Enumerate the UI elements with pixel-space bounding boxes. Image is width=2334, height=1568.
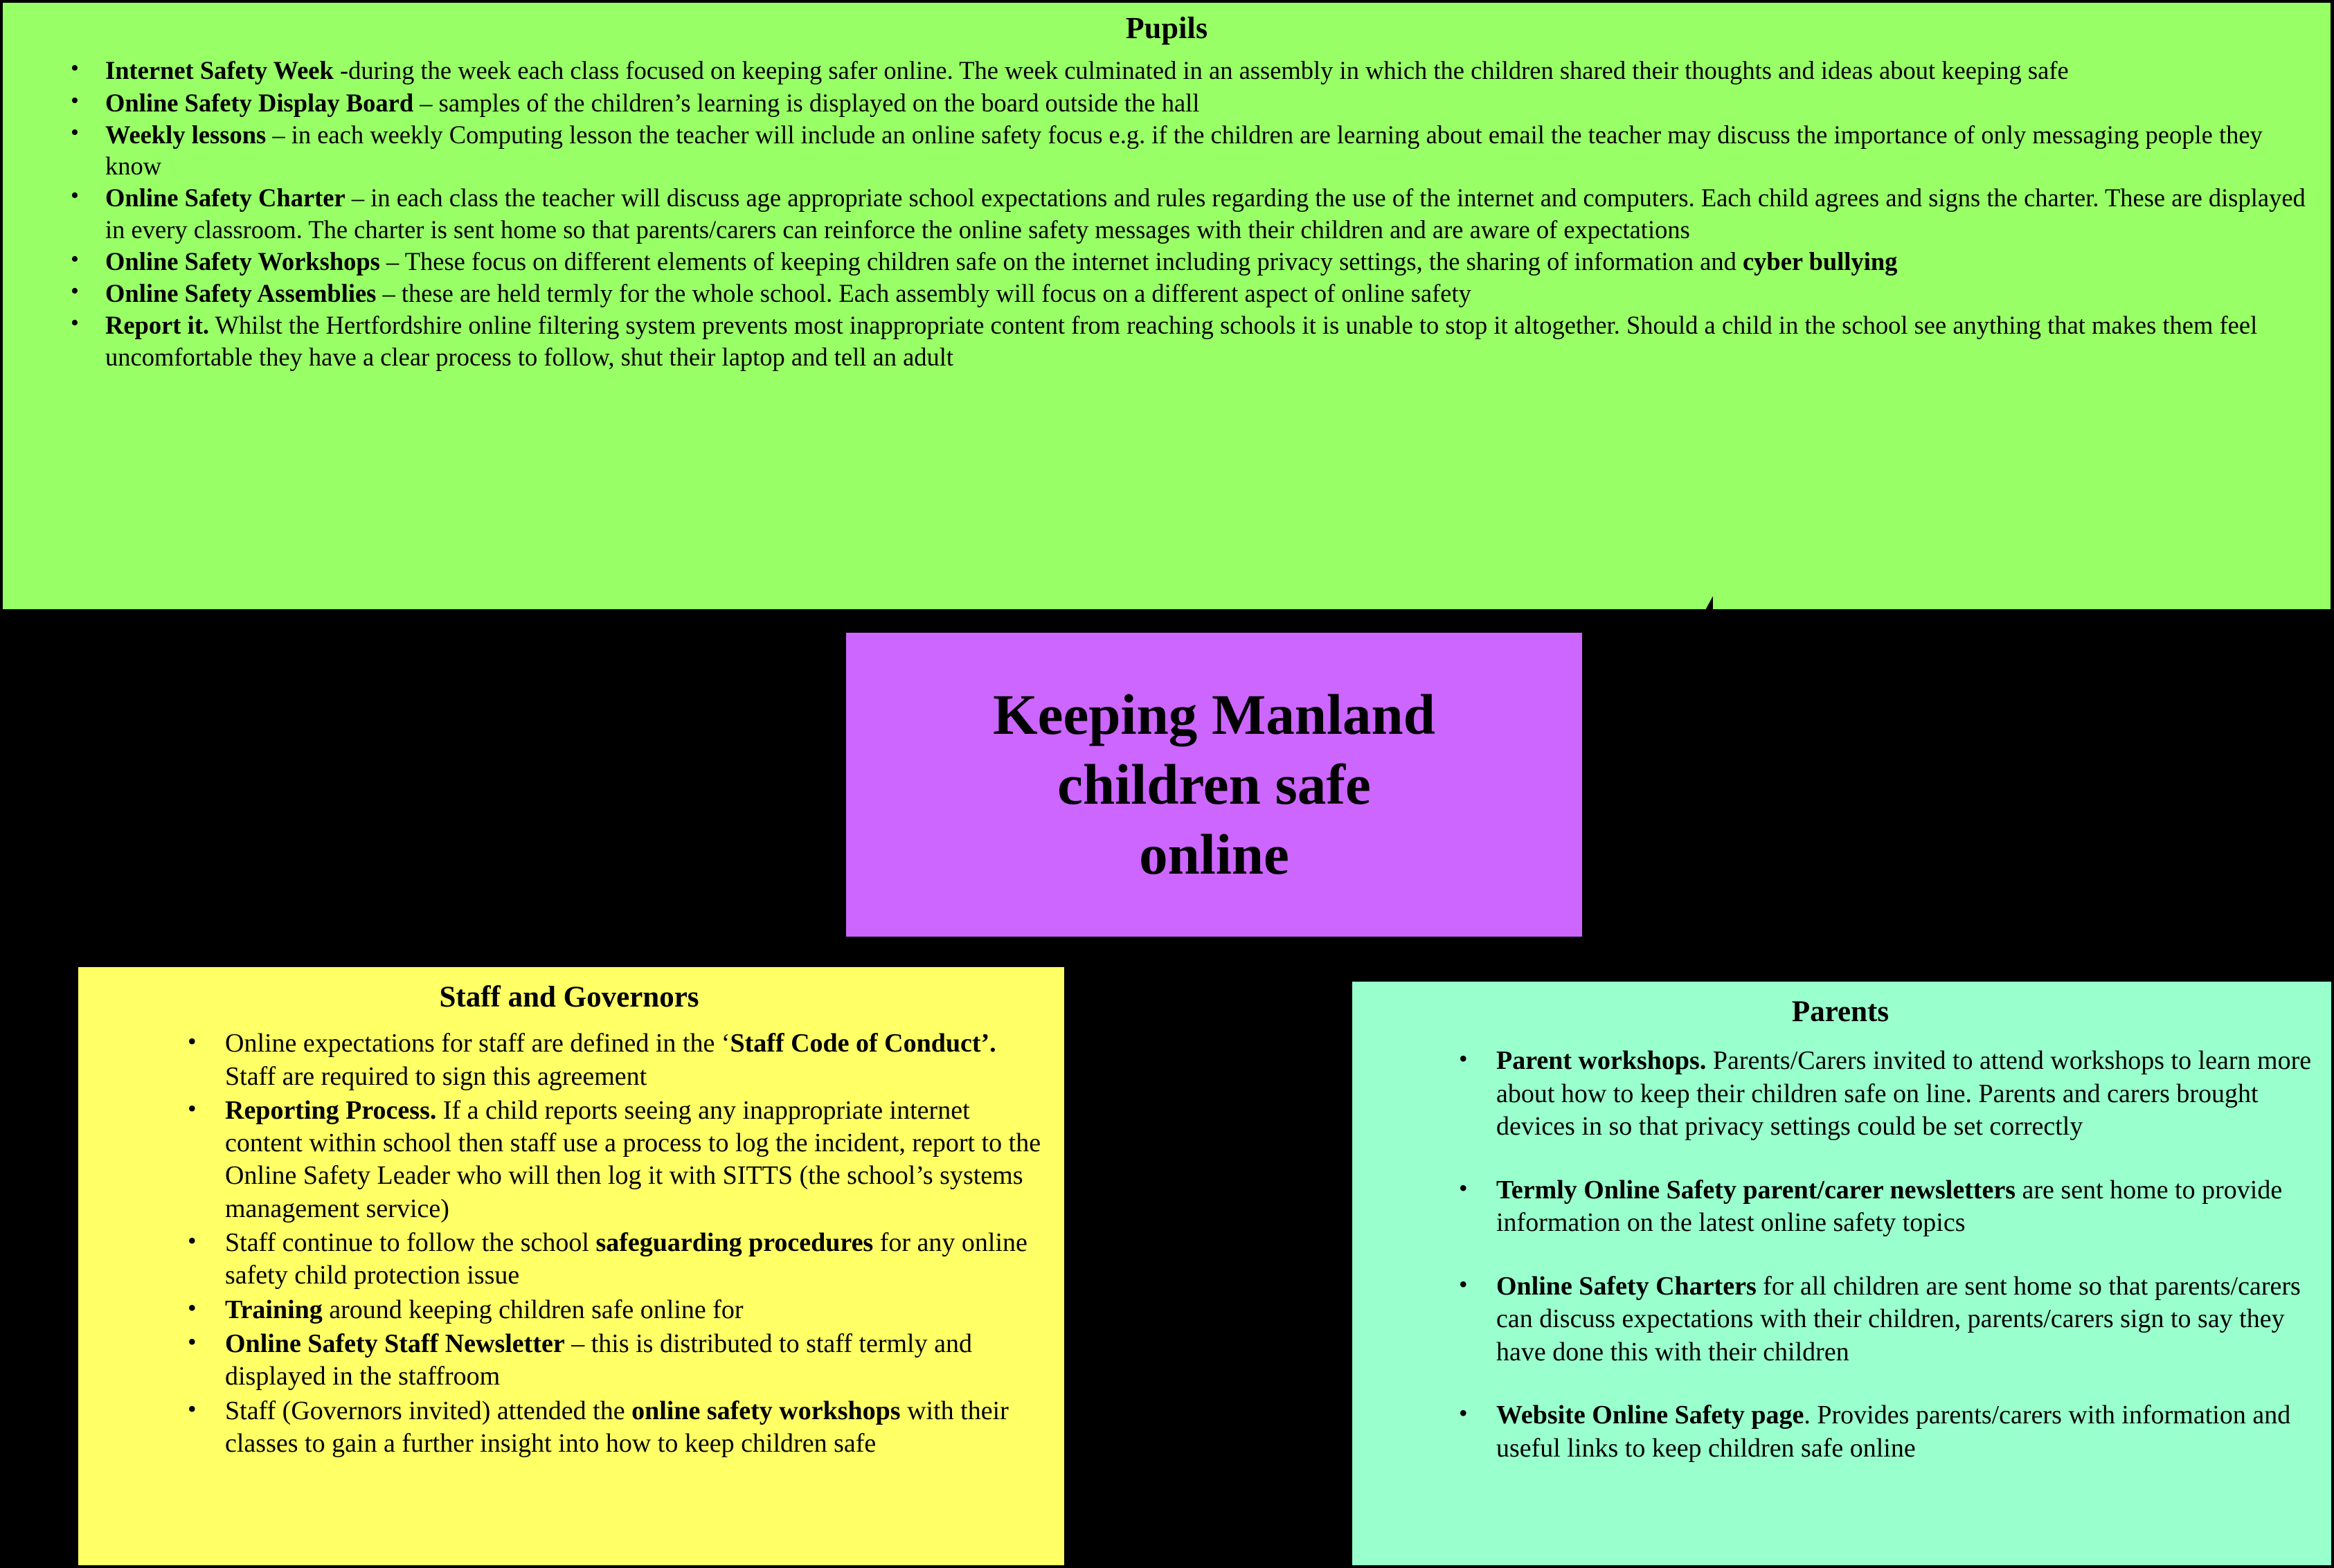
- bullet-emphasis: Staff Code of Conduct’.: [730, 1029, 996, 1058]
- list-item: [185, 1294, 1043, 1326]
- list-item: [1456, 1174, 2313, 1240]
- bullet-emphasis: Online Safety Staff Newsletter: [225, 1328, 565, 1358]
- bullet-post-text: around keeping children safe online for: [322, 1295, 744, 1324]
- list-item: [1456, 1399, 2313, 1465]
- bullet-text: – samples of the children’s learning is displayed on the board outside the hall: [413, 88, 1200, 117]
- bullet-text: Parents/Carers invited to attend workshops to learn more about how to keep their children safe on line. Parents and carers brought devices in so that privacy settings could be set correctly: [1496, 1046, 2312, 1142]
- bullet-text: -during the week each class focused on keeping safer online. The week culminated in an assembly in which the children shared their thoughts and ideas about keeping safe: [333, 56, 2069, 85]
- bullet-lead: Weekly lessons: [105, 120, 267, 149]
- center-title-panel: [846, 633, 1582, 937]
- staff-bullet-list: [95, 1027, 1043, 1460]
- bullet-post-text: with their classes to gain a further insight into how to keep children safe: [225, 1396, 1009, 1458]
- bullet-emphasis: Parent workshops.: [1496, 1046, 1707, 1076]
- staff-and-governors-panel: [78, 967, 1064, 1565]
- list-item: [66, 309, 2313, 372]
- center-title-line-1: Keeping Manland: [993, 682, 1435, 746]
- staff-panel-title: Staff and Governors: [439, 981, 699, 1013]
- list-item: [1456, 1045, 2313, 1144]
- parents-panel-title: Parents: [1791, 995, 1889, 1028]
- bullet-emphasis: Reporting Process.: [225, 1095, 437, 1125]
- list-item: [185, 1227, 1043, 1292]
- list-item: [1456, 1270, 2313, 1369]
- bullet-lead: Online Safety Charter: [105, 183, 345, 213]
- page-title: [870, 680, 1559, 890]
- center-title-line-2: children safe: [1057, 752, 1371, 816]
- parents-bullet-list: [1367, 1045, 2313, 1465]
- pupils-panel-title: Pupils: [1125, 11, 1208, 45]
- parents-panel: [1352, 982, 2331, 1565]
- bullet-lead: Online Safety Workshops: [105, 246, 380, 276]
- bullet-text: . Provides parents/carers with information and useful links to keep children safe online: [1496, 1400, 2291, 1463]
- bullet-text: – These focus on different elements of keeping children safe on the internet including privacy settings, the sharing of information and: [379, 246, 1743, 276]
- bullet-text: – these are held termly for the whole school. Each assembly will focus on a different aspect of online safety: [376, 279, 1471, 308]
- list-item: [66, 182, 2313, 245]
- list-item: [66, 119, 2313, 182]
- bullet-text: – in each class the teacher will discuss age appropriate school expectations and rules regarding the use of the internet and computers. Each child agrees and signs the charter. These are displayed in every classroom. The charter is sent home so that parents/carers can reinforce the online safety messages with their children and are aware of expectations: [105, 183, 2306, 244]
- bullet-pre-text: Staff (Governors invited) attended the: [225, 1396, 632, 1425]
- bullet-emphasis: Website Online Safety page: [1496, 1400, 1804, 1430]
- bullet-post-text: Staff are required to sign this agreement: [225, 1061, 647, 1091]
- list-item: [66, 278, 2313, 309]
- bullet-lead: Report it.: [105, 311, 210, 340]
- bullet-post-text: for any online safety child protection issue: [225, 1228, 1027, 1290]
- bullet-emphasis: Termly Online Safety parent/carer newsletters: [1496, 1175, 2016, 1205]
- list-item: [66, 55, 2313, 86]
- bullet-post-text: – this is distributed to staff termly and displayed in the staffroom: [225, 1328, 972, 1391]
- list-item: [185, 1094, 1043, 1225]
- bullet-lead: Online Safety Display Board: [105, 88, 414, 117]
- bullet-text: – in each weekly Computing lesson the teacher will include an online safety focus e.g. if the children are learning about email the teacher may discuss the importance of only messaging people they know: [105, 120, 2263, 181]
- bullet-text: Whilst the Hertfordshire online filtering system prevents most inappropriate content from reaching schools it is unable to stop it altogether. Should a child in the school see anything that makes them feel uncomfortable they have a clear process to follow, shut their laptop and tell an adult: [105, 311, 2258, 371]
- bullet-emphasis: safeguarding procedures: [595, 1228, 874, 1258]
- list-item: [66, 87, 2313, 118]
- bullet-tail-emphasis: cyber bullying: [1742, 246, 1898, 276]
- list-item: [185, 1395, 1043, 1461]
- bullet-emphasis: Online Safety Charters: [1496, 1271, 1757, 1301]
- bullet-emphasis: online safety workshops: [631, 1396, 901, 1425]
- bullet-emphasis: Training: [225, 1295, 323, 1324]
- list-item: [185, 1027, 1043, 1093]
- list-item: [185, 1328, 1043, 1394]
- list-item: [66, 246, 2313, 277]
- pupils-panel: [3, 3, 2331, 609]
- bullet-post-text: If a child reports seeing any inappropriate internet content within school then staff use a process to log the incident, report to the Online Safety Leader who will then log it with SITTS (the school’s systems management service): [225, 1095, 1041, 1223]
- bullet-pre-text: Online expectations for staff are defined in the ‘: [225, 1029, 730, 1058]
- bullet-text: for all children are sent home so that parents/carers can discuss expectations with their children, parents/carers sign to say they have done this with their children: [1496, 1271, 2301, 1367]
- pupils-bullet-list: [21, 55, 2313, 372]
- connector-arrow-icon: [1705, 596, 1713, 611]
- bullet-pre-text: Staff continue to follow the school: [225, 1228, 596, 1258]
- center-title-line-3: online: [1139, 822, 1289, 887]
- bullet-text: are sent home to provide information on the latest online safety topics: [1496, 1175, 2283, 1238]
- bullet-lead: Internet Safety Week: [105, 56, 334, 85]
- bullet-lead: Online Safety Assemblies: [105, 279, 377, 308]
